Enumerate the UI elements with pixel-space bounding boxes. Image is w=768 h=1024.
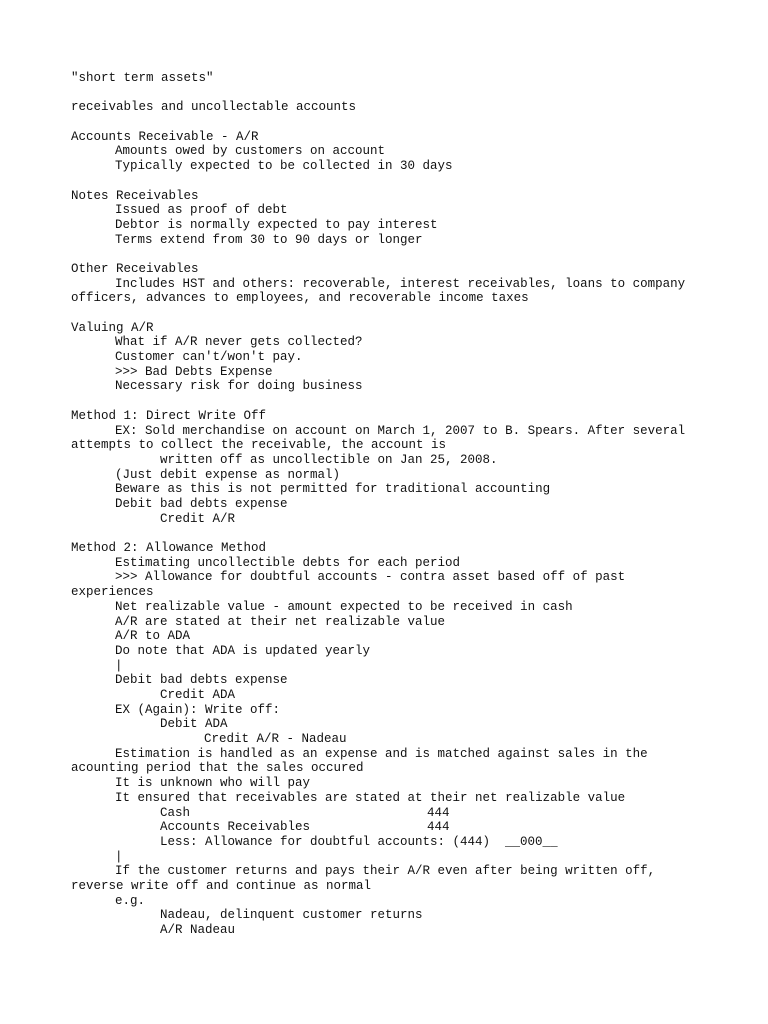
- balance-value: 444: [427, 805, 450, 820]
- separator-bar: |: [115, 849, 123, 864]
- ar-line: Typically expected to be collected in 30 days: [115, 159, 453, 174]
- section-heading-notes: Notes Receivables: [71, 188, 199, 203]
- method2-line: It ensured that receivables are stated at their net realizable value: [115, 790, 626, 805]
- valuing-line: >>> Bad Debts Expense: [115, 364, 273, 379]
- method2-line: Debit bad debts expense: [115, 673, 288, 688]
- method2-line: Do note that ADA is updated yearly: [115, 643, 371, 658]
- method1-line: (Just debit expense as normal): [115, 467, 341, 482]
- section-heading-valuing: Valuing A/R: [71, 320, 154, 335]
- doc-title: "short term assets": [71, 71, 214, 85]
- method2-line: It is unknown who will pay: [115, 776, 311, 791]
- method2-line: Credit A/R - Nadeau: [204, 732, 347, 747]
- method2-line: EX (Again): Write off:: [115, 702, 281, 717]
- section-heading-method2: Method 2: Allowance Method: [71, 541, 267, 556]
- method1-example: EX: Sold merchandise on account on March 1, 2007 to B. Spears. After several attempts to collect the receivable, the account is: [71, 423, 686, 453]
- notes-line: Issued as proof of debt: [115, 203, 288, 218]
- balance-value: 444: [427, 820, 450, 835]
- method1-line: Credit A/R: [160, 511, 236, 526]
- section-heading-other: Other Receivables: [71, 261, 199, 276]
- method2-line: Debit ADA: [160, 717, 228, 732]
- method2-line: A/R Nadeau: [160, 923, 236, 938]
- document-body: [71, 71, 711, 938]
- method2-line: e.g.: [115, 893, 146, 908]
- allowance-line: Less: Allowance for doubtful accounts: (444) __000__: [160, 834, 558, 849]
- separator-bar: |: [115, 658, 123, 673]
- valuing-line: Necessary risk for doing business: [115, 379, 363, 394]
- method2-line: Credit ADA: [160, 687, 236, 702]
- method1-line: Debit bad debts expense: [115, 497, 288, 511]
- method2-line: A/R to ADA: [115, 629, 191, 644]
- balance-label: Accounts Receivables: [160, 820, 311, 835]
- method2-line: Net realizable value - amount expected to be received in cash: [115, 599, 573, 614]
- method2-line: A/R are stated at their net realizable value: [115, 614, 446, 629]
- doc-subtitle: receivables and uncollectable accounts: [71, 100, 357, 115]
- ar-line: Amounts owed by customers on account: [115, 144, 386, 159]
- section-heading-ar: Accounts Receivable - A/R: [71, 129, 259, 144]
- method1-line: Beware as this is not permitted for traditional accounting: [115, 482, 551, 497]
- method2-line: Nadeau, delinquent customer returns: [160, 908, 423, 923]
- balance-row: [71, 806, 711, 821]
- method2-line: >>> Allowance for doubtful accounts - contra asset based off of past experiences: [71, 570, 626, 600]
- balance-row: [71, 820, 711, 835]
- method2-line: Estimating uncollectible debts for each period: [115, 555, 461, 570]
- other-line: Includes HST and others: recoverable, interest receivables, loans to company officers, advances to employees, and recoverable income taxes: [71, 276, 686, 306]
- valuing-line: Customer can't/won't pay.: [115, 350, 303, 365]
- notes-line: Debtor is normally expected to pay interest: [115, 217, 438, 232]
- balance-label: Cash: [160, 805, 191, 820]
- method2-line: Estimation is handled as an expense and is matched against sales in the acounting period that the sales occured: [71, 746, 648, 776]
- method1-example-cont: written off as uncollectible on Jan 25, 2008.: [160, 452, 498, 467]
- valuing-line: What if A/R never gets collected?: [115, 335, 363, 350]
- section-heading-method1: Method 1: Direct Write Off: [71, 408, 267, 423]
- method2-line: If the customer returns and pays their A/R even after being written off, reverse write off and continue as normal: [71, 864, 656, 893]
- notes-line: Terms extend from 30 to 90 days or longer: [115, 232, 423, 247]
